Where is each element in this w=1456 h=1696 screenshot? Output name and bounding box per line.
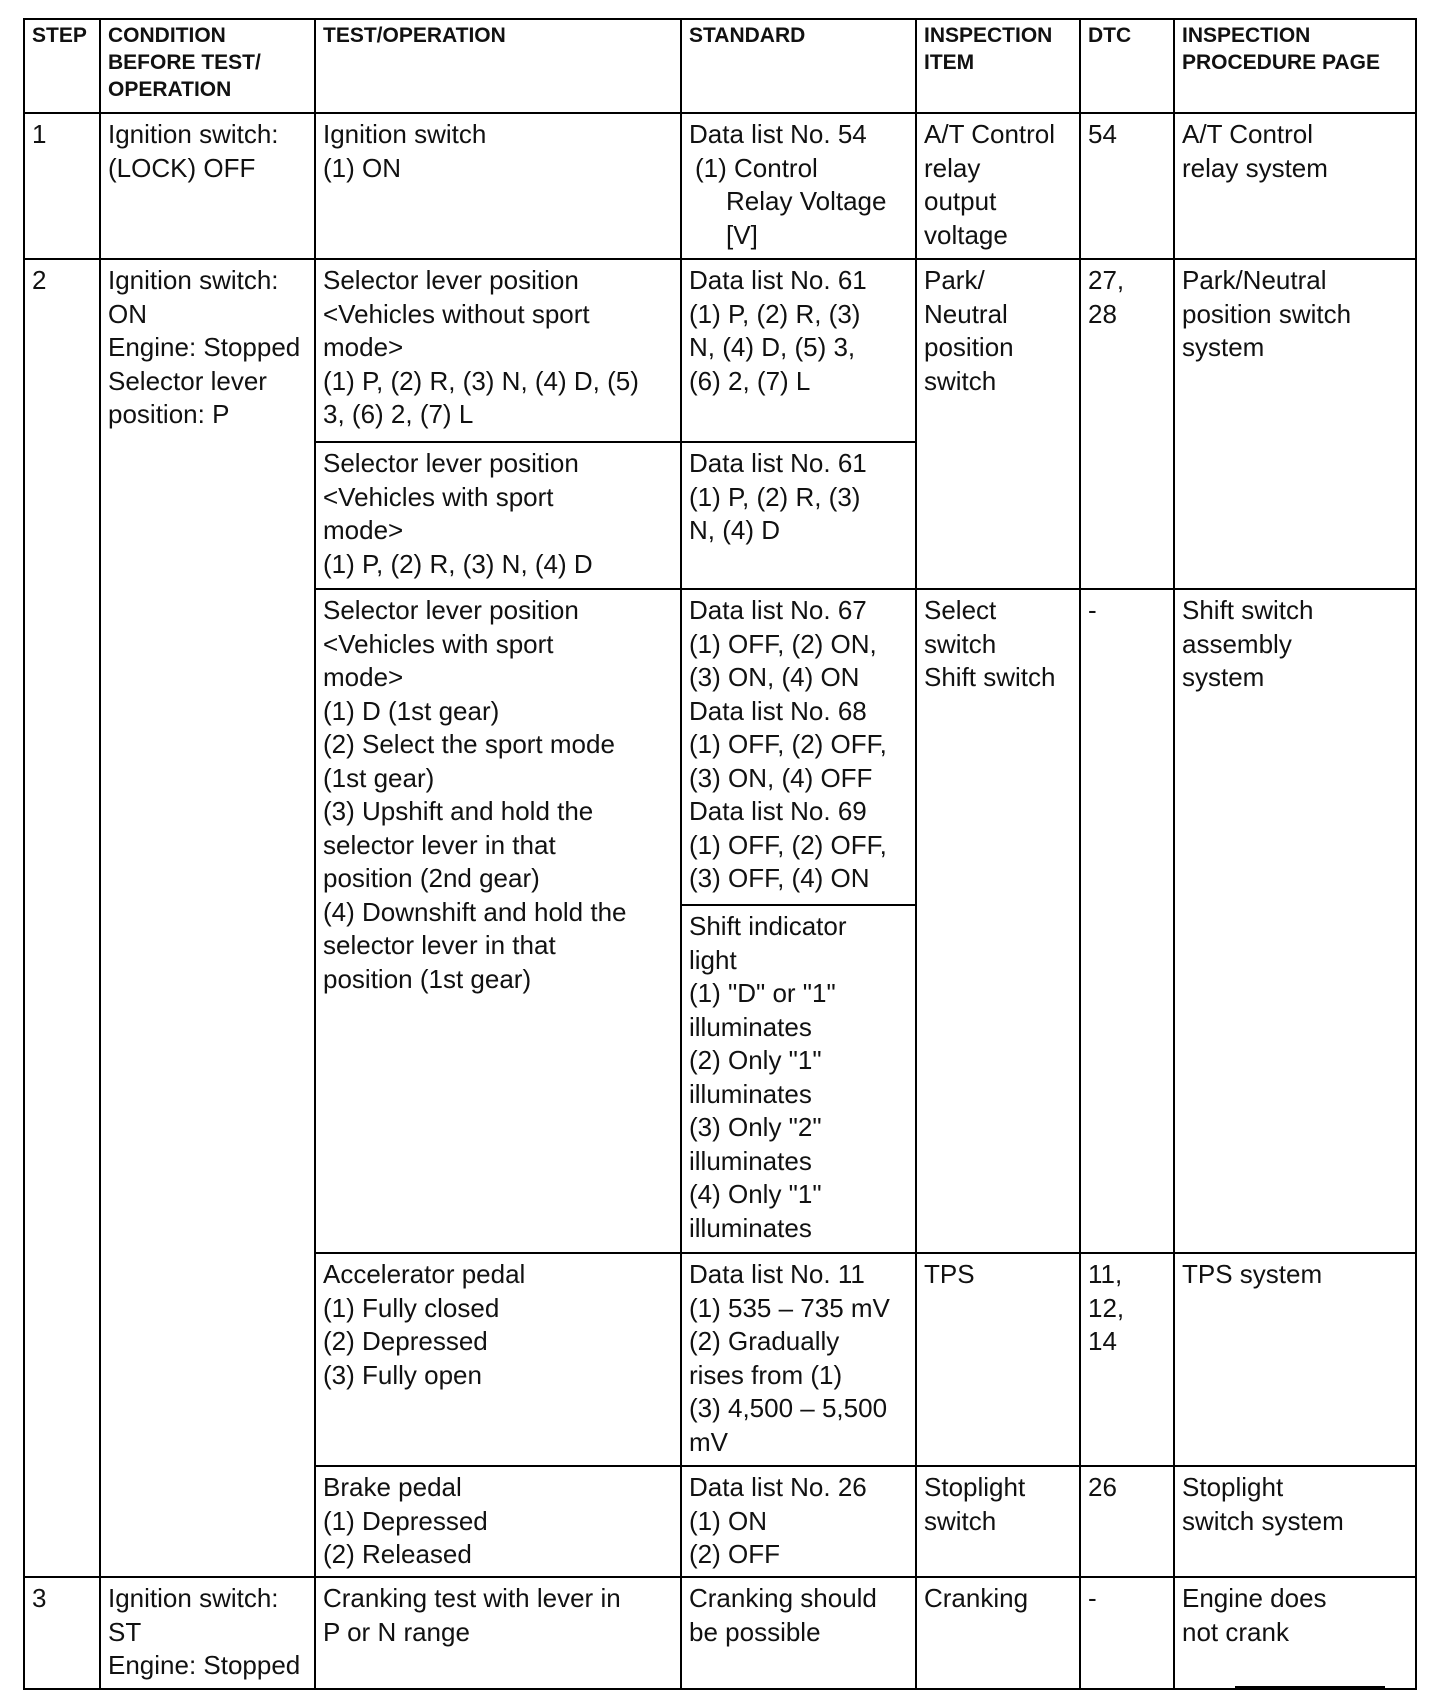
dtc-cell: 27, 28 <box>1080 259 1174 589</box>
standard-cell: Cranking should be possible <box>681 1577 916 1689</box>
standard-cell: Shift indicator light (1) "D" or "1" illuminates (2) Only "1" illuminates (3) Only "2" illuminates (4) Only "1" illuminates <box>681 905 916 1253</box>
standard-cell: Data list No. 26 (1) ON (2) OFF <box>681 1466 916 1577</box>
header-test-operation: TEST/OPERATION <box>315 19 681 113</box>
inspection-item-cell: Select switch Shift switch <box>916 589 1080 1253</box>
procedure-page-cell: Stoplight switch system <box>1174 1466 1416 1577</box>
procedure-page-cell: Engine does not crank <box>1174 1577 1416 1689</box>
standard-line: (1) Control <box>695 152 818 183</box>
step-cell: 3 <box>24 1577 100 1689</box>
procedure-page-cell: Park/Neutral position switch system <box>1174 259 1416 589</box>
standard-line: Relay Voltage [V] <box>726 186 887 250</box>
standard-line: Data list No. 54 <box>689 119 867 149</box>
step-cell: 2 <box>24 259 100 1577</box>
header-step: STEP <box>24 19 100 113</box>
header-condition: CONDITION BEFORE TEST/ OPERATION <box>100 19 315 113</box>
standard-cell: Data list No. 61 (1) P, (2) R, (3) N, (4) D <box>681 442 916 589</box>
standard-cell <box>681 113 916 259</box>
table-row <box>24 113 1416 259</box>
table-row <box>24 1577 1416 1689</box>
test-cell: Accelerator pedal (1) Fully closed (2) Depressed (3) Fully open <box>315 1253 681 1466</box>
table-row <box>24 259 1416 442</box>
inspection-table <box>23 18 1417 1690</box>
inspection-item-cell: Park/ Neutral position switch <box>916 259 1080 589</box>
header-standard: STANDARD <box>681 19 916 113</box>
page-rule <box>1235 1686 1385 1688</box>
test-cell: Ignition switch (1) ON <box>315 113 681 259</box>
inspection-item-cell: Cranking <box>916 1577 1080 1689</box>
dtc-cell: 26 <box>1080 1466 1174 1577</box>
test-cell: Selector lever position <Vehicles with sport mode> (1) P, (2) R, (3) N, (4) D <box>315 442 681 589</box>
test-cell: Selector lever position <Vehicles with sport mode> (1) D (1st gear) (2) Select the sport mode (1st gear) (3) Upshift and hold the selector lever in that position (2nd gear) (4) Downshift and hold the selector lever in that position (1st gear) <box>315 589 681 1253</box>
procedure-page-cell: TPS system <box>1174 1253 1416 1466</box>
dtc-cell: - <box>1080 1577 1174 1689</box>
step-cell: 1 <box>24 113 100 259</box>
inspection-item-cell: TPS <box>916 1253 1080 1466</box>
procedure-page-cell: A/T Control relay system <box>1174 113 1416 259</box>
condition-cell: Ignition switch: ST Engine: Stopped <box>100 1577 315 1689</box>
test-cell: Brake pedal (1) Depressed (2) Released <box>315 1466 681 1577</box>
test-cell: Selector lever position <Vehicles without sport mode> (1) P, (2) R, (3) N, (4) D, (5) 3, (6) 2, (7) L <box>315 259 681 442</box>
condition-cell: Ignition switch: ON Engine: Stopped Selector lever position: P <box>100 259 315 1577</box>
standard-cell: Data list No. 11 (1) 535 – 735 mV (2) Gradually rises from (1) (3) 4,500 – 5,500 mV <box>681 1253 916 1466</box>
procedure-page-cell: Shift switch assembly system <box>1174 589 1416 1253</box>
header-inspection-item: INSPECTION ITEM <box>916 19 1080 113</box>
inspection-item-cell: A/T Control relay output voltage <box>916 113 1080 259</box>
dtc-cell: 54 <box>1080 113 1174 259</box>
header-dtc: DTC <box>1080 19 1174 113</box>
dtc-cell: 11, 12, 14 <box>1080 1253 1174 1466</box>
condition-cell: Ignition switch: (LOCK) OFF <box>100 113 315 259</box>
header-procedure-page: INSPECTION PROCEDURE PAGE <box>1174 19 1416 113</box>
dtc-cell: - <box>1080 589 1174 1253</box>
test-cell: Cranking test with lever in P or N range <box>315 1577 681 1689</box>
header-row <box>24 19 1416 113</box>
standard-cell: Data list No. 67 (1) OFF, (2) ON, (3) ON, (4) ON Data list No. 68 (1) OFF, (2) OFF, (3) ON, (4) OFF Data list No. 69 (1) OFF, (2) OFF, (3) OFF, (4) ON <box>681 589 916 905</box>
inspection-item-cell: Stoplight switch <box>916 1466 1080 1577</box>
standard-cell: Data list No. 61 (1) P, (2) R, (3) N, (4) D, (5) 3, (6) 2, (7) L <box>681 259 916 442</box>
